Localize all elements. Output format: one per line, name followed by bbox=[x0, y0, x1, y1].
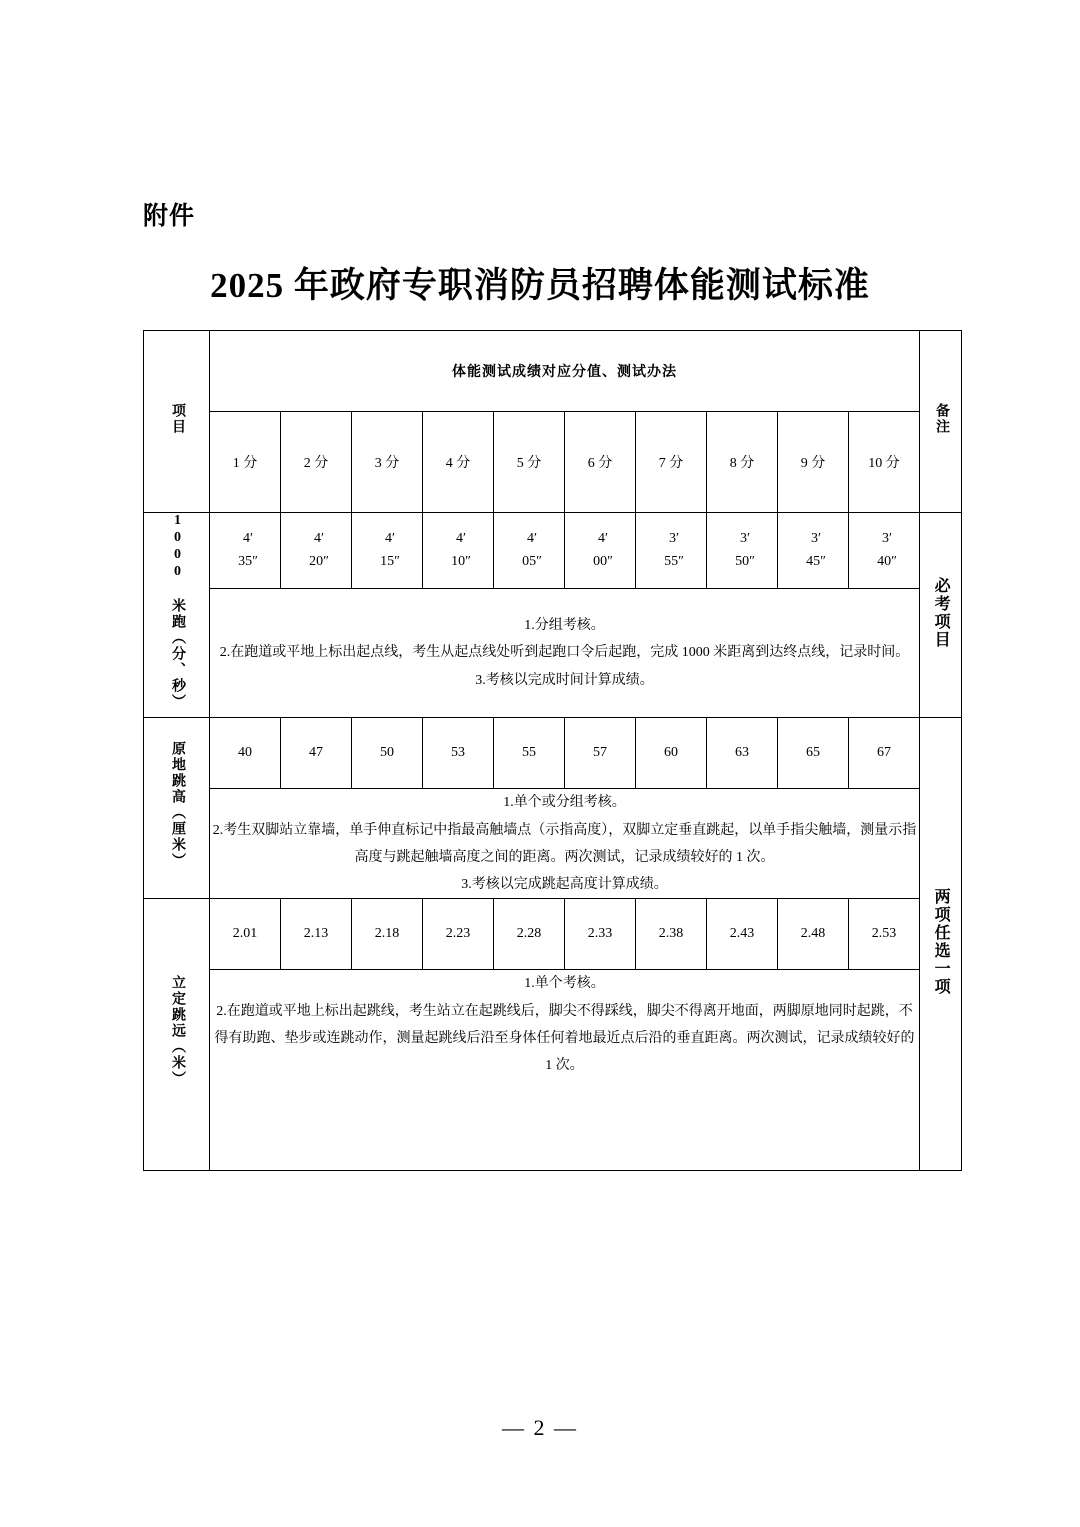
run-value-cell: 3′ 45″ bbox=[778, 513, 849, 589]
jumphigh-value-cell: 50 bbox=[352, 718, 423, 789]
run-desc-line: 3.考核以完成时间计算成绩。 bbox=[475, 672, 654, 688]
row-item-run: 1000 米跑（分、秒） bbox=[144, 513, 210, 718]
row-run-description bbox=[144, 588, 962, 717]
run-value-cell: 4′ 10″ bbox=[423, 513, 494, 589]
run-value-cell: 3′ 40″ bbox=[849, 513, 920, 589]
run-value-cell: 4′ 05″ bbox=[494, 513, 565, 589]
longjump-value-cell: 2.43 bbox=[707, 899, 778, 970]
score-header-cell: 4 分 bbox=[423, 412, 494, 513]
jumphigh-desc-line: 3.考核以完成跳起高度计算成绩。 bbox=[461, 877, 668, 893]
score-header-row bbox=[144, 412, 962, 513]
score-header-cell: 7 分 bbox=[636, 412, 707, 513]
longjump-value-cell: 2.38 bbox=[636, 899, 707, 970]
run-value-cell: 4′ 00″ bbox=[565, 513, 636, 589]
longjump-desc-line: 1.单个考核。 bbox=[524, 976, 605, 992]
longjump-value-cell: 2.13 bbox=[281, 899, 352, 970]
jumphigh-value-cell: 67 bbox=[849, 718, 920, 789]
row-item-longjump: 立定跳远（米） bbox=[144, 899, 210, 1171]
score-header-cell: 9 分 bbox=[778, 412, 849, 513]
fitness-standard-table bbox=[143, 330, 962, 1171]
score-header-cell: 10 分 bbox=[849, 412, 920, 513]
score-header-cell: 1 分 bbox=[210, 412, 281, 513]
row-jumphigh-description bbox=[144, 789, 962, 899]
jumphigh-description-cell bbox=[210, 789, 920, 899]
note-optional: 两项任选一项 bbox=[920, 718, 962, 1171]
run-value-cell: 4′ 20″ bbox=[281, 513, 352, 589]
jumphigh-value-cell: 65 bbox=[778, 718, 849, 789]
run-value-cell: 3′ 55″ bbox=[636, 513, 707, 589]
row-longjump-values bbox=[144, 899, 962, 970]
longjump-value-cell: 2.53 bbox=[849, 899, 920, 970]
jumphigh-value-cell: 60 bbox=[636, 718, 707, 789]
longjump-description-cell bbox=[210, 970, 920, 1171]
score-header-cell: 5 分 bbox=[494, 412, 565, 513]
jumphigh-desc-line: 1.单个或分组考核。 bbox=[503, 795, 626, 811]
row-item-jumphigh: 原地跳高（厘米） bbox=[144, 718, 210, 899]
jumphigh-value-cell: 47 bbox=[281, 718, 352, 789]
longjump-desc-line: 2.在跑道或平地上标出起跳线，考生站立在起跳线后，脚尖不得踩线，脚尖不得离开地面，两脚原地同时起跳，不得有助跑、垫步或连跳动作，测量起跳线后沿至身体任何着地最近点后沿的垂直距离。两次测试，记录成绩较好的 1 次。 bbox=[214, 1003, 915, 1074]
page-title: 2025 年政府专职消防员招聘体能测试标准 bbox=[210, 266, 870, 305]
longjump-value-cell: 2.18 bbox=[352, 899, 423, 970]
run-desc-line: 1.分组考核。 bbox=[524, 618, 605, 634]
jumphigh-value-cell: 57 bbox=[565, 718, 636, 789]
score-header-cell: 3 分 bbox=[352, 412, 423, 513]
header-item: 项目 bbox=[144, 331, 210, 513]
score-header-cell: 6 分 bbox=[565, 412, 636, 513]
page-number: — 2 — bbox=[502, 1415, 578, 1440]
jumphigh-value-cell: 40 bbox=[210, 718, 281, 789]
header-note: 备注 bbox=[920, 331, 962, 513]
longjump-value-cell: 2.28 bbox=[494, 899, 565, 970]
longjump-value-cell: 2.48 bbox=[778, 899, 849, 970]
note-run: 必考项目 bbox=[920, 513, 962, 718]
row-run-values bbox=[144, 513, 962, 589]
jumphigh-value-cell: 55 bbox=[494, 718, 565, 789]
run-value-cell: 4′ 15″ bbox=[352, 513, 423, 589]
row-jumphigh-values bbox=[144, 718, 962, 789]
run-description-cell bbox=[210, 588, 920, 717]
score-header-cell: 8 分 bbox=[707, 412, 778, 513]
longjump-value-cell: 2.23 bbox=[423, 899, 494, 970]
jumphigh-value-cell: 63 bbox=[707, 718, 778, 789]
longjump-value-cell: 2.01 bbox=[210, 899, 281, 970]
table-header-row bbox=[144, 331, 962, 412]
jumphigh-value-cell: 53 bbox=[423, 718, 494, 789]
jumphigh-desc-line: 2.考生双脚站立靠墙，单手伸直标记中指最高触墙点（示指高度），双脚立定垂直跳起，以单手指尖触墙，测量示指高度与跳起触墙高度之间的距离。两次测试，记录成绩较好的 1 次。 bbox=[212, 822, 917, 865]
score-header-cell: 2 分 bbox=[281, 412, 352, 513]
run-desc-line: 2.在跑道或平地上标出起点线，考生从起点线处听到起跑口令后起跑，完成 1000 米距离到达终点线，记录时间。 bbox=[219, 645, 910, 661]
run-value-cell: 4′ 35″ bbox=[210, 513, 281, 589]
attachment-label: 附件 bbox=[143, 203, 196, 230]
run-value-cell: 3′ 50″ bbox=[707, 513, 778, 589]
longjump-value-cell: 2.33 bbox=[565, 899, 636, 970]
header-span: 体能测试成绩对应分值、测试办法 bbox=[210, 331, 920, 412]
row-longjump-description bbox=[144, 970, 962, 1171]
